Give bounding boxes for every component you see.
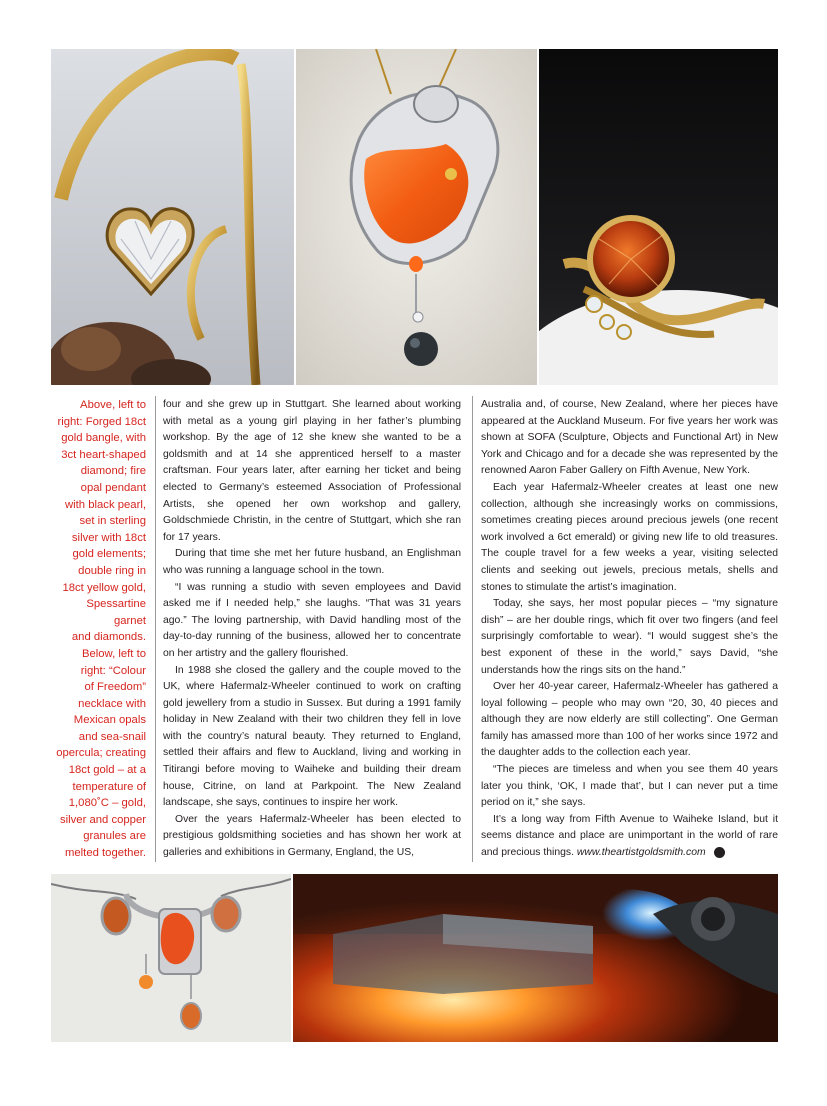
paragraph: During that time she met her future husband, an Englishman who was running a language school in the town. — [163, 548, 461, 576]
photo-caption: Above, left to right: Forged 18ct gold bangle, with 3ct heart-shaped diamond; fire opal pendant with black pearl, set in sterling silver with 18ct gold elements; double ring in 18ct yellow gold, Spessartine garnet and diamonds. Below, left to right: “Colour of Freedom” necklace with Mexican opals and sea-snail opercula; creating 18ct gold – at a temperature of 1,080˚C – gold, silver and copper granules are melted together. — [56, 399, 146, 860]
end-mark-icon: W — [714, 847, 725, 858]
paragraph: “I was running a studio with seven employees and David asked me if I needed help,” she laughs. “That was 31 years ago.” The loving partnership, with David handling most of the day-to-day running of the business, allowed her to concentrate on her artistry and the gallery flourished. — [163, 581, 461, 659]
article-column-1 — [163, 397, 461, 862]
photo-colour-of-freedom-necklace — [51, 874, 291, 1042]
photo-double-ring — [539, 49, 778, 385]
column-divider — [155, 396, 156, 862]
paragraph: Australia and, of course, New Zealand, where her pieces have appeared at the Auckland Museum. For five years her work was shown at SOFA (Sculpture, Objects and Functional Art) in New York and Chicago and for a decade she was represented by the renowned Aaron Faber Gallery on Fifth Avenue, New York. — [481, 399, 778, 477]
paragraph: Over her 40-year career, Hafermalz-Wheeler has gathered a loyal following – people who may own “20, 30, 40 pieces and although they are now elderly are still collecting”. One German family has amassed more than 100 of her works since 1972 and the daughter adds to the collection each year. — [481, 681, 778, 759]
column-divider — [472, 396, 473, 862]
paragraph-text: It’s a long way from Fifth Avenue to Waiheke Island, but it seems distance and place are unimportant in the world of rare and precious things. — [481, 813, 778, 859]
paragraph: Today, she says, her most popular pieces – “my signature dish” – are her double rings, which fit over two fingers (and feel surprisingly comfortable to wear). “I would suggest she’s the best exponent of these in the world,” says David, “she understands how the rings sits on the hand.” — [481, 598, 778, 676]
paragraph: Each year Hafermalz-Wheeler creates at least one new collection, although she increasingly works on commissions, sometimes creating pieces around precious jewels (one recent work involved a 6ct emerald) or giving new life to old treasures. The couple travel for a few weeks a year, visiting selected clients and seeking out jewels, precious metals, shells and stones to stimulate the artist’s imagination. — [481, 481, 778, 593]
photo-gold-bangle — [51, 49, 294, 385]
paragraph: “The pieces are timeless and when you see them 40 years later you think, ‘OK, I made that’, but I can never put a time period on it,” she says. — [481, 764, 778, 809]
website-link[interactable]: www.theartistgoldsmith.com — [576, 847, 706, 859]
paragraph: Over the years Hafermalz-Wheeler has been elected to prestigious goldsmithing societies and has shown her work at galleries and exhibitions in Germany, England, the US, — [163, 813, 461, 859]
paragraph: four and she grew up in Stuttgart. She learned about working with metal as a young girl playing in her father’s plumbing workshop. By the age of 12 she knew she wanted to be a goldsmith and at 14 she apprenticed herself to a master craftsman. Four years later, after earning her ticket and being elected to Germany’s esteemed Association of Professional Artists, she opened her own workshop and gallery, Goldschmiede Christin, in the centre of Stuttgart, which she ran for 17 years. — [163, 399, 461, 543]
photo-melting-gold — [293, 874, 778, 1042]
photo-fire-opal-pendant — [296, 49, 537, 385]
closing-paragraph — [481, 812, 778, 862]
article-column-2 — [481, 397, 778, 862]
paragraph: In 1988 she closed the gallery and the couple moved to the UK, where Hafermalz-Wheeler continued to work on crafting gold jewellery from a studio in Sussex. But during a 1991 family holiday in New Zealand with their two children they fell in love with the country’s natural beauty. They returned to England, settled their affairs and flew to Auckland, living and working in Titirangi before moving to Waiheke and building their dream house, Citrine, on land at Parkpoint. The New Zealand landscape, she says, continues to inspire her work. — [163, 664, 461, 809]
